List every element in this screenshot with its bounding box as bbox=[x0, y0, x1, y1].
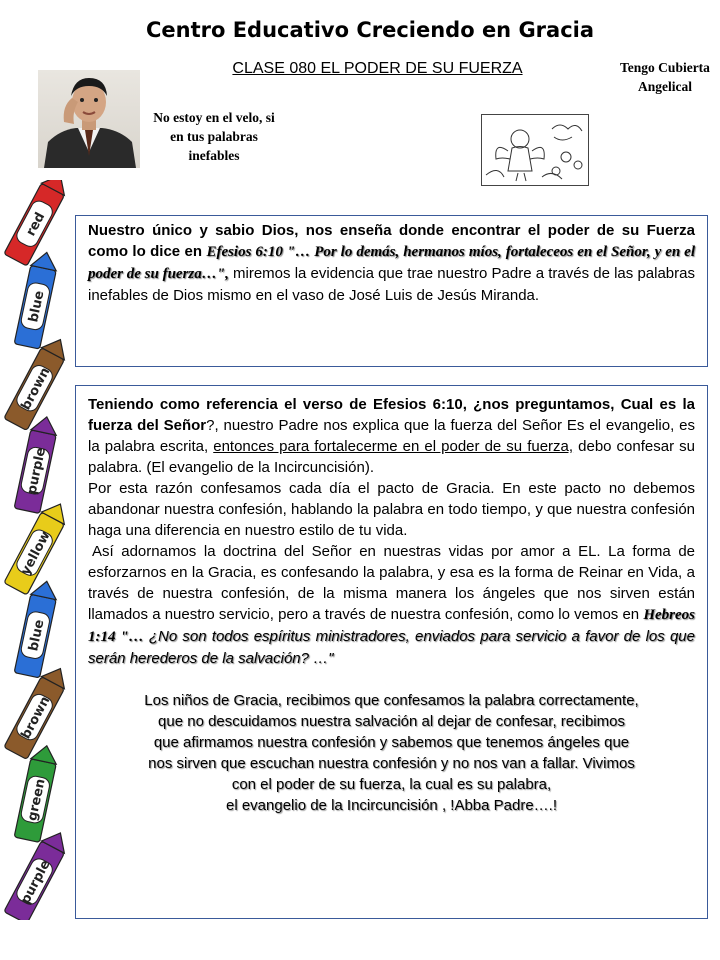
crayon-green bbox=[14, 743, 59, 842]
class-subtitle: CLASE 080 EL PODER DE SU FUERZA bbox=[232, 60, 523, 77]
crayon-label: red bbox=[23, 210, 49, 239]
crayon-label: purple bbox=[24, 446, 50, 496]
main-text-box bbox=[75, 385, 708, 919]
paragraph-1b: debo confesar su palabra. (El evangelio de la Incircuncisión). bbox=[88, 438, 695, 476]
crayon-label: blue bbox=[26, 289, 48, 324]
paragraph-2: Por esta razón confesamos cada día el pacto de Gracia. En este pacto no debemos abandonar nuestra confesión, hablando la palabra en todo tiempo, y que nuestra confesión haga una diferencia en nuestro estilo de tu vida. bbox=[88, 480, 695, 539]
closing-line: nos sirven que escuchan nuestra confesión y no nos van a fallar. Vivimos bbox=[148, 755, 635, 772]
closing-line: el evangelio de la Incircuncisión , !Abba Padre….! bbox=[225, 797, 558, 814]
hebrews-reference: Hebreos 1:14 "… bbox=[88, 607, 695, 645]
intro-text-2: miremos la evidencia que trae nuestro Padre a través de las palabras inefables de Dios mismo en el vaso de José Luis de Jesús Miranda. bbox=[88, 265, 695, 304]
crayon-blue bbox=[14, 250, 59, 349]
page-title: Centro Educativo Creciendo en Gracia bbox=[145, 18, 595, 42]
closing-line: que no descuidamos nuestra salvación al dejar de confesar, recibimos bbox=[158, 713, 625, 730]
crayon-red bbox=[4, 180, 72, 266]
angel-coloring-image bbox=[481, 114, 589, 186]
closing-line: que afirmamos nuestra confesión y sabemos que tenemos ángeles que bbox=[153, 734, 630, 751]
crayon-border bbox=[0, 180, 80, 920]
crayon-label: green bbox=[25, 777, 49, 823]
crayon-blue bbox=[14, 579, 59, 678]
paragraph-1a: ?, nuestro Padre nos explica que la fuerza del Señor Es el evangelio, es la palabra escrita, bbox=[88, 417, 695, 455]
question-text: Teniendo como referencia el verso de Efesios 6:10, ¿nos preguntamos, Cual es la fuerza del Señor bbox=[88, 396, 695, 434]
crayon-label: blue bbox=[26, 618, 48, 653]
crayon-label: brown bbox=[18, 365, 54, 413]
intro-box bbox=[75, 215, 708, 367]
portrait-photo bbox=[38, 70, 140, 168]
crayon-label: yellow bbox=[18, 529, 54, 578]
verse-reference: Efesios 6:10 " bbox=[206, 244, 296, 260]
verse-quote: … Por lo demás, hermanos míos, fortaleceos en el Señor, y en el poder de su fuerza…", bbox=[88, 244, 696, 282]
intro-text: Nuestro único y sabio Dios, nos enseña donde encontrar el poder de su Fuerza como lo dice en bbox=[88, 222, 695, 260]
crayon-label: brown bbox=[18, 694, 54, 742]
underlined-text: entonces para fortalecerme en el poder de su fuerza, bbox=[213, 438, 574, 455]
crayon-purple bbox=[14, 414, 59, 513]
closing-declaration bbox=[88, 690, 695, 816]
hebrews-quote: ¿No son todos espíritus ministradores, enviados para servicio a favor de los que serán herederos de la salvación? …" bbox=[88, 628, 695, 667]
caption-left: No estoy en el velo, si en tus palabras inefables bbox=[153, 110, 275, 163]
closing-line: Los niños de Gracia, recibimos que confesamos la palabra correctamente, bbox=[144, 692, 639, 709]
caption-right: Tengo Cubierta Angelical bbox=[620, 60, 710, 94]
crayon-label: purple bbox=[18, 857, 54, 907]
paragraph-3: Así adornamos la doctrina del Señor en nuestras vidas por amor a EL. La forma de esforzarnos en la Gracia, es confesando la palabra, y esa es la forma de Reinar en Vida, a través de nuestra confesión, de la misma manera los ángeles que nos sirven están llamados a nuestro servicio, pero a través de nuestra confesión, como lo vemos en bbox=[88, 543, 695, 623]
closing-line: con el poder de su fuerza, la cual es su palabra, bbox=[231, 776, 552, 793]
